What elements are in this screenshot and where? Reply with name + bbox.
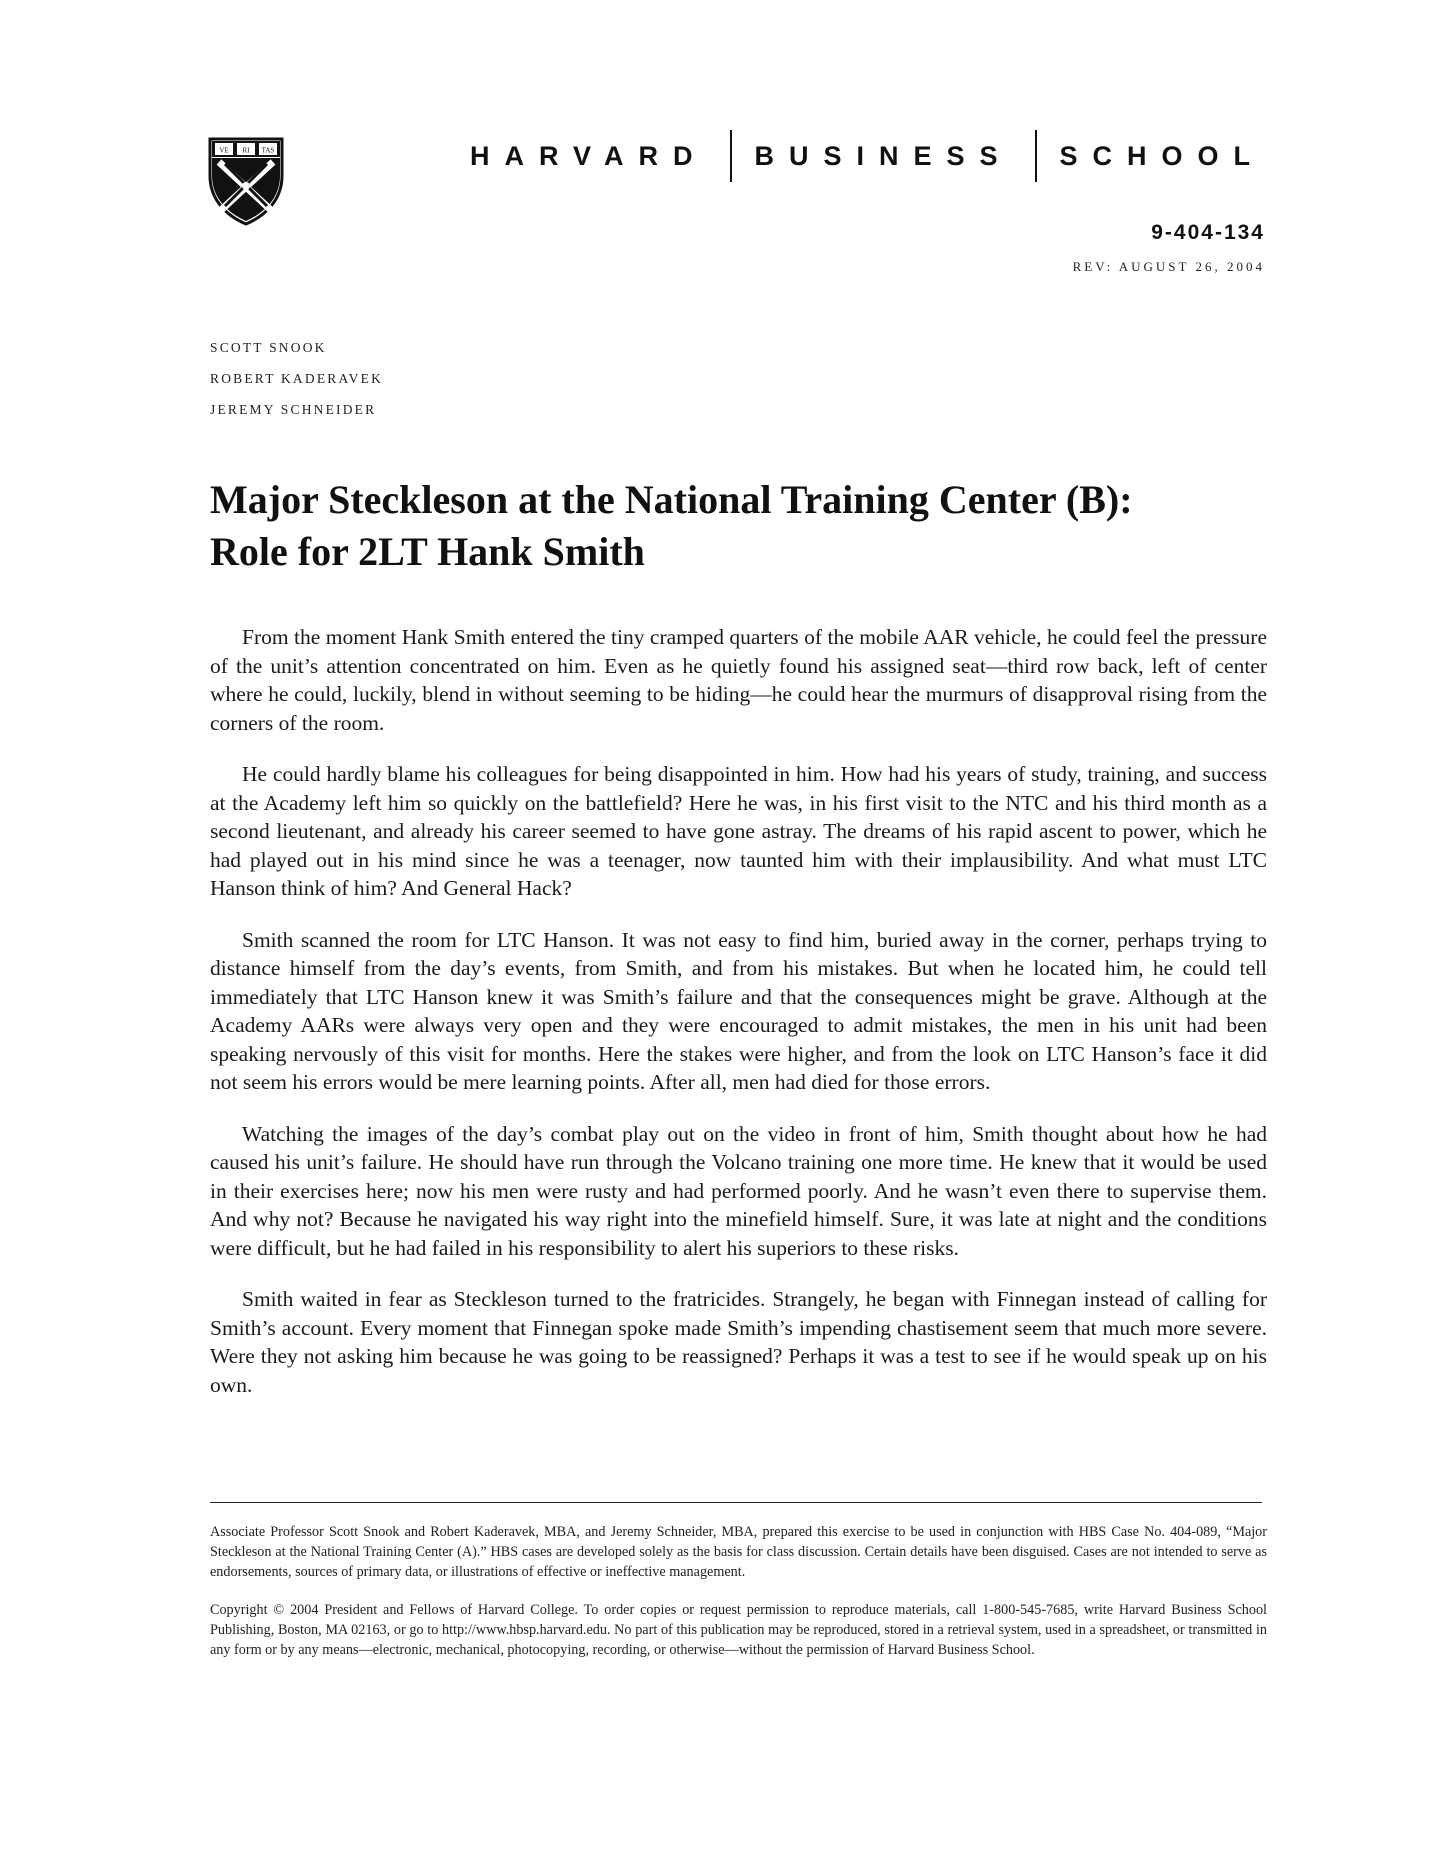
body-paragraph: Watching the images of the day’s combat play out on the video in front of him, Smith thought about how he had caused his unit’s failure. He should have run through the Volcano training one more time. He knew that it would be used in their exercises here; now his men were rusty and had performed poorly. And he wasn’t even there to supervise them. And why not? Because he navigated his way right into the minefield himself. Sure, it was late at night and the conditions were difficult, but he had failed in his responsibility to alert his superiors to these risks. — [210, 1121, 1267, 1260]
author-list — [210, 338, 383, 431]
shield-text-ve: VE — [219, 146, 229, 155]
body-paragraph: Smith waited in fear as Steckleson turned to the fratricides. Strangely, he began with Finnegan instead of calling for Smith’s account. Every moment that Finnegan spoke made Smith’s impending chastisement seem that much more severe. Were they not asking him because he was going to be reassigned? Perhaps it was a test to see if he would speak up on his own. — [210, 1287, 1267, 1397]
wordmark-harvard: HARVARD — [470, 140, 708, 171]
author-name: JEREMY SCHNEIDER — [210, 402, 377, 417]
footnote-block — [210, 1522, 1267, 1678]
school-wordmark — [470, 126, 1265, 186]
footnote-divider — [210, 1502, 1262, 1503]
preparation-note: Associate Professor Scott Snook and Robert Kaderavek, MBA, and Jeremy Schneider, MBA, prepared this exercise to be used in conjunction with HBS Case No. 404-089, “Major Steckleson at the National Training Center (A).” HBS cases are developed solely as the basis for class discussion. Certain details have been disguised. Cases are not intended to serve as endorsements, sources of primary data, or illustrations of effective or ineffective management. — [210, 1524, 1267, 1580]
copyright-notice: Copyright © 2004 President and Fellows of Harvard College. To order copies or request permission to reproduce materials, call 1-800-545-7685, write Harvard Business School Publishing, Boston, MA 02163, or go to http://www.hbsp.harvard.edu. No part of this publication may be reproduced, stored in a retrieval system, used in a spreadsheet, or transmitted in any form or by any means—electronic, mechanical, photocopying, recording, or otherwise—without the permission of Harvard Business School. — [210, 1602, 1267, 1658]
shield-text-ri: RI — [242, 146, 250, 155]
shield-text-tas: TAS — [261, 146, 275, 155]
revision-date: REV: AUGUST 26, 2004 — [1072, 259, 1265, 274]
body-paragraph: Smith scanned the room for LTC Hanson. It was not easy to find him, buried away in the corner, perhaps trying to distance himself from the day’s events, from Smith, and from his mistakes. But when he located him, he could tell immediately that LTC Hanson knew it was Smith’s failure and that the consequences might be grave. Although at the Academy AARs were always very open and they were encouraged to admit mistakes, the men in his unit had been speaking nervously of this visit for months. Here the stakes were higher, and from the look on LTC Hanson’s face it did not seem his errors would be mere learning points. After all, men had died for those errors. — [210, 927, 1267, 1094]
author-name: SCOTT SNOOK — [210, 340, 327, 355]
body-paragraph: He could hardly blame his colleagues for being disappointed in him. How had his years of study, training, and success at the Academy left him so quickly on the battlefield? Here he was, in his first visit to the NTC and his third month as a second lieutenant, and already his career seemed to have gone astray. The dreams of his rapid ascent to power, which he had played out in his mind since he was a teenager, now taunted him with their implausibility. And what must LTC Hanson think of him? And General Hack? — [210, 762, 1267, 900]
case-body — [210, 623, 1267, 1422]
wordmark-business: BUSINESS — [754, 140, 1013, 171]
wordmark-school: SCHOOL — [1059, 140, 1265, 171]
title-line-2: Role for 2LT Hank Smith — [210, 529, 645, 574]
wordmark-divider — [1035, 130, 1037, 182]
body-paragraph: From the moment Hank Smith entered the tiny cramped quarters of the mobile AAR vehicle, he could feel the pressure of the unit’s attention concentrated on him. Even as he quietly found his assigned seat—third row back, left of center where he could, luckily, blend in without seeming to be hiding—he could hear the murmurs of disapproval rising from the corners of the room. — [210, 625, 1267, 735]
harvard-shield-logo — [207, 136, 285, 226]
author-name: ROBERT KADERAVEK — [210, 371, 384, 386]
case-title — [210, 474, 1270, 578]
case-number: 9-404-134 — [1151, 221, 1265, 244]
wordmark-divider — [730, 130, 732, 182]
title-line-1: Major Steckleson at the National Training Center (B): — [210, 477, 1133, 522]
